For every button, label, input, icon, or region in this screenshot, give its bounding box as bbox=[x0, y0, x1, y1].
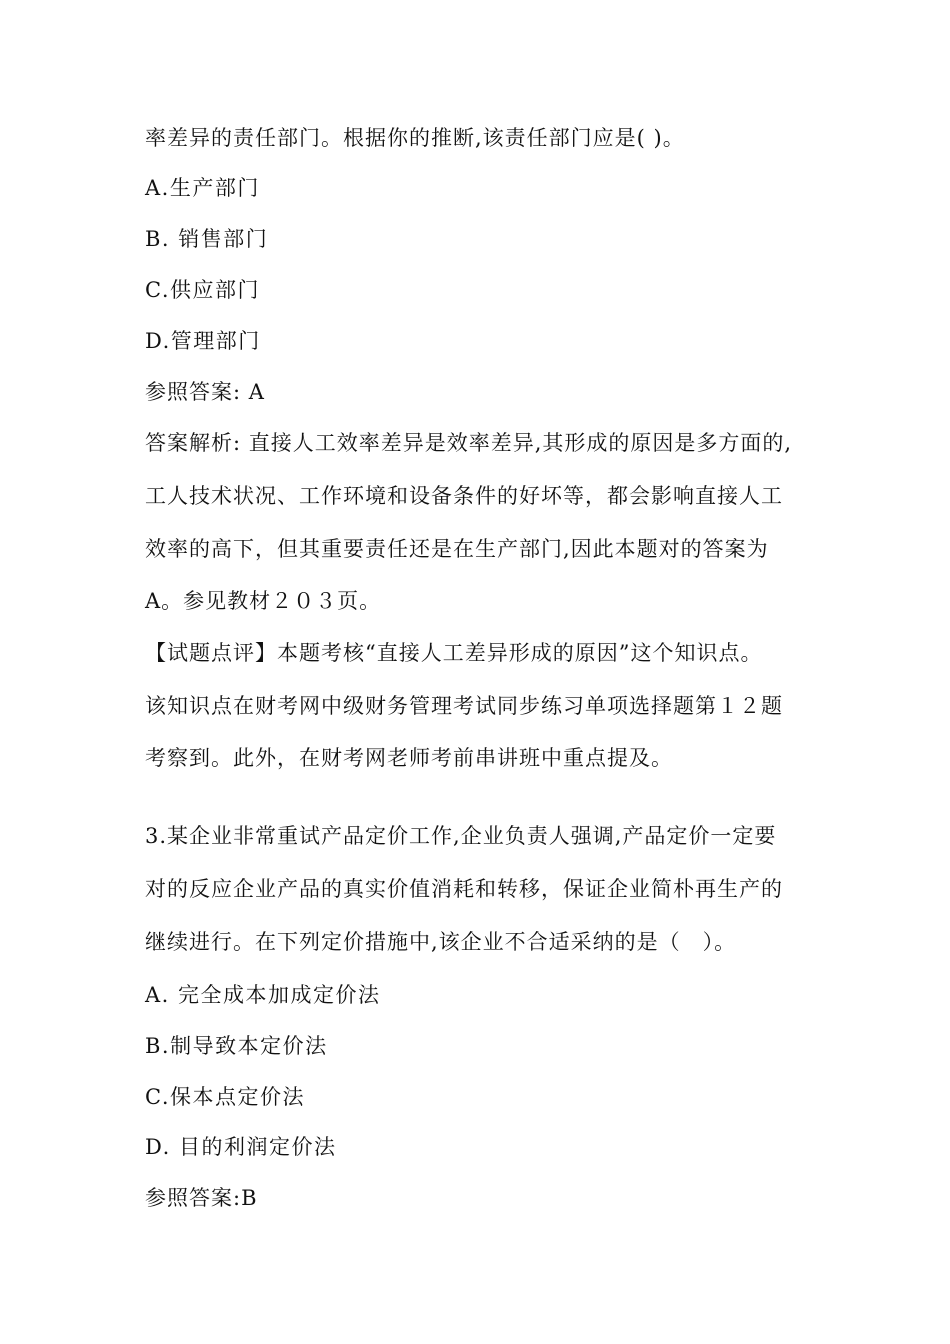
question-2-option-d: D.管理部门 bbox=[145, 329, 261, 353]
question-3-stem-line-2: 对的反应企业产品的真实价值消耗和转移，保证企业简朴再生产的 bbox=[145, 877, 783, 901]
question-3-stem-line-1: 3.某企业非常重试产品定价工作,企业负责人强调,产品定价一定要 bbox=[145, 824, 777, 848]
question-2-analysis-line-3: 效率的高下，但其重要责任还是在生产部门,因此本题对的答案为 bbox=[145, 537, 769, 561]
question-3-option-b: B.制导致本定价法 bbox=[145, 1034, 328, 1058]
question-2-option-a: A.生产部门 bbox=[145, 176, 260, 200]
question-2-answer: 参照答案: A bbox=[145, 380, 265, 404]
question-2-comment-line-3: 考察到。此外，在财考网老师考前串讲班中重点提及。 bbox=[145, 746, 673, 770]
question-3-option-d: D. 目的利润定价法 bbox=[145, 1135, 337, 1159]
question-2-analysis-line-1: 答案解析: 直接人工效率差异是效率差异,其形成的原因是多方面的, bbox=[145, 431, 793, 455]
question-3-answer: 参照答案:B bbox=[145, 1186, 258, 1210]
question-3-stem-line-3: 继续进行。在下列定价措施中,该企业不合适采纳的是（ ）。 bbox=[145, 930, 737, 954]
question-2-comment-line-1: 【试题点评】本题考核“直接人工差异形成的原因”这个知识点。 bbox=[145, 641, 763, 665]
question-2-option-c: C.供应部门 bbox=[145, 278, 260, 302]
question-2-option-b: B. 销售部门 bbox=[145, 227, 269, 251]
question-2-comment-line-2: 该知识点在财考网中级财务管理考试同步练习单项选择题第１２题 bbox=[145, 694, 783, 718]
question-2-analysis-line-2: 工人技术状况、工作环境和设备条件的好坏等，都会影响直接人工 bbox=[145, 484, 783, 508]
question-2-stem-tail: 率差异的责任部门。根据你的推断,该责任部门应是( )。 bbox=[145, 126, 685, 150]
question-3-option-a: A. 完全成本加成定价法 bbox=[145, 983, 381, 1007]
question-2-analysis-line-4: A。参见教材２０３页。 bbox=[145, 589, 382, 613]
question-3-option-c: C.保本点定价法 bbox=[145, 1085, 305, 1109]
